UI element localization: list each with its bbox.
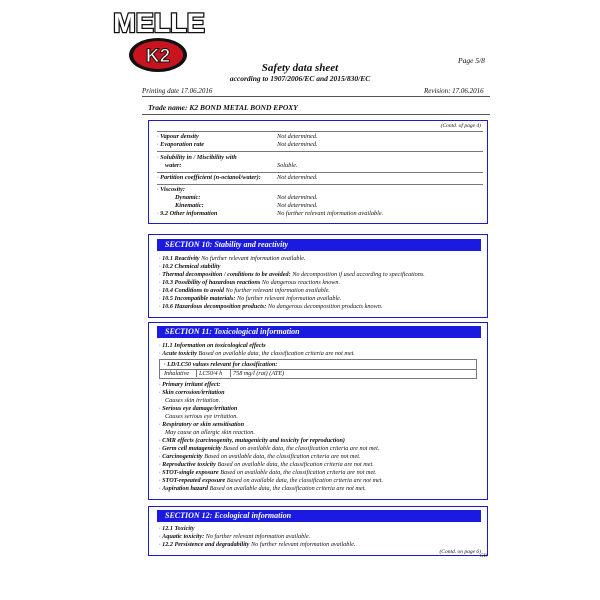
info-line: · Reproductive toxicity Based on available data, the classification criteria are not met. [159, 461, 374, 468]
info-line: · Primary irritant effect: [159, 381, 221, 388]
printing-date: Printing date 17.06.2016 [142, 87, 213, 95]
info-line: · Acute toxicity Based on available data, the classification criteria are not met. [159, 350, 355, 357]
info-line: · Serious eye damage/irritation [159, 405, 238, 412]
info-line: · Thermal decomposition / conditions to be avoided: No decomposition if used according to specifications. [159, 271, 425, 278]
info-line: · Carcinogenicity Based on available data, the classification criteria are not met. [159, 453, 361, 460]
row-label: water: [165, 162, 182, 169]
svg-text:K2: K2 [145, 46, 171, 67]
ld50-table [159, 359, 477, 379]
section12-heading: SECTION 12: Ecological information [157, 510, 481, 522]
info-line: · 10.5 Incompatible materials: No further relevant information available. [159, 295, 342, 302]
section9-box [148, 120, 488, 224]
page-number: Page 5/8 [458, 56, 485, 65]
info-line: · 11.1 Information on toxicological effects [159, 342, 266, 349]
info-line: · CMR effects (carcinogenity, mutagenicity and toxicity for reproduction) [159, 437, 345, 444]
row-label: Dynamic: [175, 194, 201, 201]
section10-heading: SECTION 10: Stability and reactivity [157, 239, 481, 251]
row-label: · Vapour density [157, 133, 199, 140]
ld50-type: LC50/4 h [196, 370, 222, 377]
row-value: Not determined. [277, 133, 318, 140]
row-value: Not determined. [277, 141, 318, 148]
info-line: · STOT-repeated exposure Based on available data, the classification criteria are not met. [159, 477, 384, 484]
row-label: Kinematic: [175, 202, 204, 209]
info-line: · 10.2 Chemical stability [159, 263, 221, 270]
section11-heading: SECTION 11: Toxicological information [157, 326, 481, 338]
row-value: Not determined. [277, 194, 318, 201]
row-value: Not determined. [277, 202, 318, 209]
row-label: · Solubility in / Miscibility with [157, 154, 237, 161]
info-line: · 10.4 Conditions to avoid No further relevant information available. [159, 287, 330, 294]
info-line: · Germ cell mutagenicity Based on available data, the classification criteria are not met. [159, 445, 380, 452]
info-subline: May cause an allergic skin reaction. [165, 429, 255, 436]
info-line: · STOT-single exposure Based on available data, the classification criteria are not met. [159, 469, 377, 476]
trade-name: Trade name: K2 BOND METAL BOND EPOXY [148, 103, 298, 112]
document-title: Safety data sheet [261, 62, 339, 74]
document-subtitle: according to 1907/2006/EC and 2015/830/EC [229, 74, 371, 83]
info-line: · Skin corrosion/irritation [159, 389, 225, 396]
trade-divider [142, 114, 490, 115]
svg-text:MELLE: MELLE [113, 8, 205, 38]
info-line: · Aquatic toxicity: No further relevant information available. [159, 533, 311, 540]
info-line: · 12.1 Toxicity [159, 525, 195, 532]
divider [157, 184, 483, 185]
header-divider [142, 96, 490, 97]
divider [157, 131, 483, 132]
contd-on: (Contd. on page 6) [439, 549, 481, 555]
info-line: · Respiratory or skin sensitisation [159, 421, 245, 428]
ld50-value: 758 mg/l (rat) (ATE) [230, 370, 284, 377]
row-label: · Viscosity: [157, 186, 185, 193]
row-label: · Partition coefficient (n-octanol/water): [157, 174, 261, 181]
row-value: No further relevant information available. [277, 210, 384, 217]
row-value: Not determined. [277, 174, 318, 181]
info-line: · 10.3 Possibility of hazardous reactions No dangerous reactions known. [159, 279, 341, 286]
info-line: · 12.2 Persistence and degradability No further relevant information available. [159, 541, 356, 548]
info-line: · Aspiration hazard Based on available data, the classification criteria are not met. [159, 485, 366, 492]
info-subline: Causes serious eye irritation. [165, 413, 238, 420]
ld50-heading: · LD/LC50 values relevant for classification: [164, 361, 278, 368]
row-value: Soluble. [277, 162, 298, 169]
info-subline: Causes skin irritation. [165, 397, 221, 404]
info-line: · 10.1 Reactivity No further relevant information available. [159, 255, 306, 262]
section12-box [148, 506, 488, 556]
section10-box [148, 234, 488, 318]
divider [157, 151, 483, 152]
row-label: · Evaporation rate [157, 141, 205, 148]
contd-from: (Contd. of page 4) [440, 123, 481, 129]
row-label: · 9.2 Other information [157, 210, 218, 217]
revision-date: Revision: 17.06.2016 [424, 87, 484, 95]
section11-box [148, 322, 488, 500]
info-line: · 10.6 Hazardous decomposition products: No dangerous decomposition products known. [159, 303, 383, 310]
ld50-route: Inhalative [164, 370, 190, 377]
melle-logo [110, 8, 208, 38]
country-code: GB [480, 554, 487, 559]
divider [157, 172, 483, 173]
